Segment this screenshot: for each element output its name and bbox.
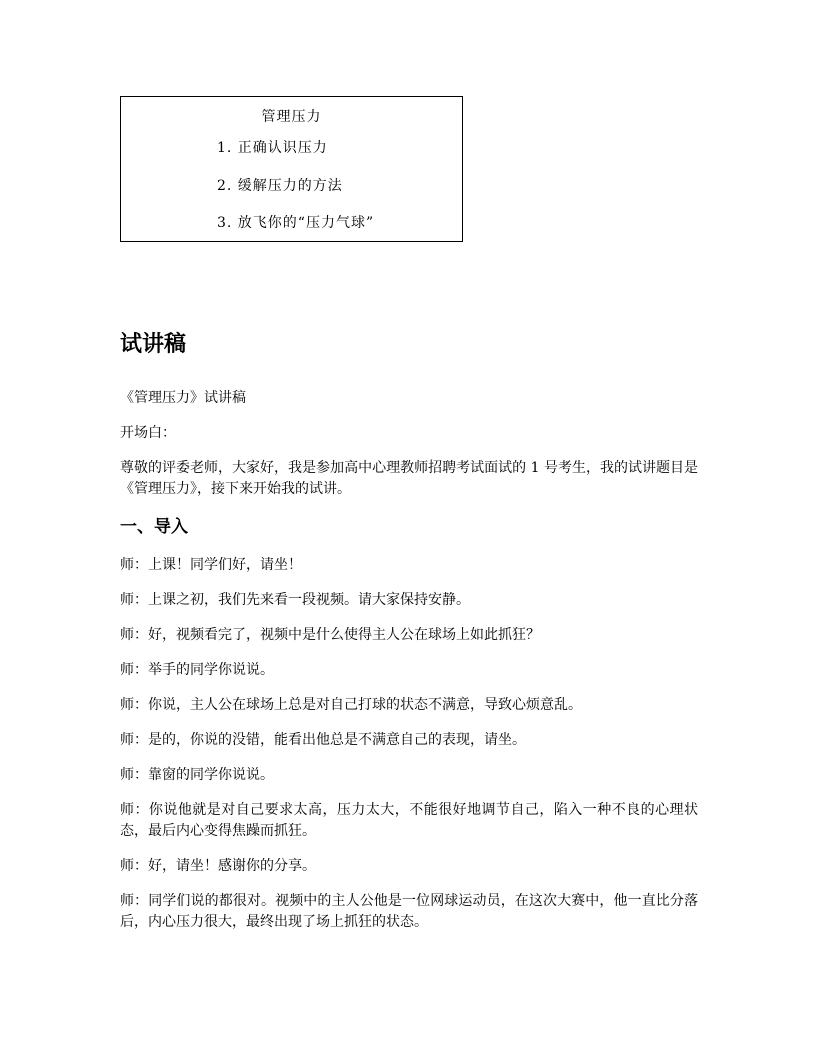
- section-heading-intro: 一、导入: [120, 517, 188, 537]
- outline-box: [120, 96, 463, 242]
- dialogue-paragraph: 师：你说他就是对自己要求太高，压力太大，不能很好地调节自己，陷入一种不良的心理状态，最后内心变得焦躁而抓狂。: [120, 802, 698, 839]
- dialogue-paragraph: 师：你说，主人公在球场上总是对自己打球的状态不满意，导致心烦意乱。: [120, 697, 582, 713]
- outline-item-3: 3. 放飞你的“压力气球”: [217, 215, 375, 231]
- dialogue-paragraph: 师：上课之初，我们先来看一段视频。请大家保持安静。: [120, 592, 470, 608]
- opening-paragraph: 尊敬的评委老师，大家好，我是参加高中心理教师招聘考试面试的 1 号考生，我的试讲题目是《管理压力》，接下来开始我的试讲。: [120, 460, 698, 497]
- document-body: [120, 328, 698, 947]
- dialogue-paragraph: 师：好，视频看完了，视频中是什么使得主人公在球场上如此抓狂？: [120, 627, 540, 643]
- outline-item-2: 2. 缓解压力的方法: [217, 178, 343, 194]
- outline-item-1: 1. 正确认识压力: [217, 140, 328, 156]
- dialogue-paragraph: 师：举手的同学你说说。: [120, 662, 274, 678]
- page-heading: 试讲稿: [120, 332, 187, 357]
- outline-title: 管理压力: [261, 109, 322, 125]
- dialogue-paragraph: 师：好，请坐！感谢你的分享。: [120, 858, 316, 874]
- dialogue-paragraph: 师：同学们说的都很对。视频中的主人公他是一位网球运动员，在这次大赛中，他一直比分落后，内心压力很大，最终出现了场上抓狂的状态。: [120, 893, 698, 930]
- dialogue-paragraph: 师：上课！同学们好，请坐！: [120, 557, 302, 573]
- document-subtitle: 《管理压力》试讲稿: [120, 390, 246, 406]
- dialogue-paragraph: 师：靠窗的同学你说说。: [120, 767, 274, 783]
- opening-label: 开场白：: [120, 425, 176, 441]
- dialogue-paragraph: 师：是的，你说的没错，能看出他总是不满意自己的表现，请坐。: [120, 732, 526, 748]
